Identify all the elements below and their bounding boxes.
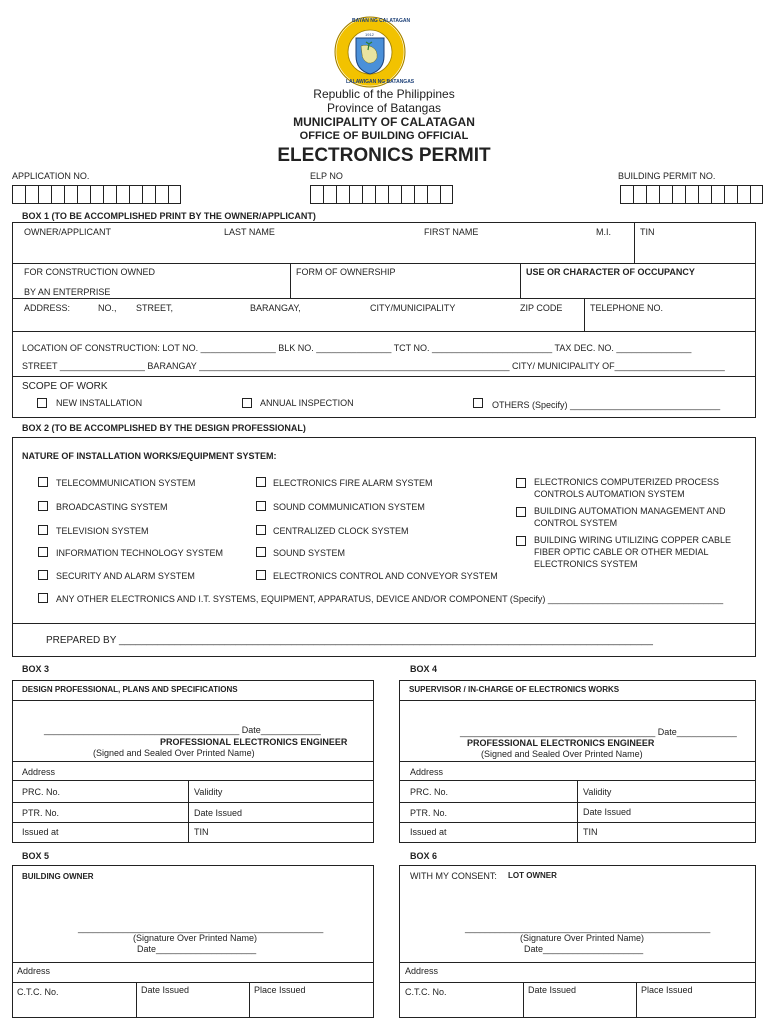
others-label: OTHERS (Specify) ______________________________: [492, 400, 721, 410]
centralized-clock-checkbox[interactable]: [256, 525, 266, 535]
television-checkbox[interactable]: [38, 525, 48, 535]
box3-ptr-label: PTR. No.: [22, 808, 60, 818]
prepared-by-line: PREPARED BY ________________________________________________________________________________________________: [46, 635, 653, 646]
municipal-seal: [328, 16, 415, 88]
seal-bottom-text: LALAWIGAN NG BATANGAS: [346, 79, 415, 85]
building-wiring-label-2: FIBER OPTIC CABLE OR OTHER MEDIAL: [534, 547, 709, 557]
first-name-label: FIRST NAME: [424, 227, 479, 237]
box5-label: BOX 5: [22, 851, 50, 861]
box6-label: BOX 6: [410, 851, 438, 861]
box3-date-issued-label: Date Issued: [194, 808, 243, 818]
box6-title: LOT OWNER: [508, 871, 557, 880]
computerized-process-label-2: CONTROLS AUTOMATION SYSTEM: [534, 489, 685, 499]
centralized-clock-label: CENTRALIZED CLOCK SYSTEM: [273, 526, 409, 536]
control-conveyor-label: ELECTRONICS CONTROL AND CONVEYOR SYSTEM: [273, 571, 498, 581]
box6-place-issued-label: Place Issued: [641, 985, 693, 995]
building-automation-checkbox[interactable]: [516, 507, 526, 517]
box4-prc-label: PRC. No.: [410, 787, 449, 797]
for-construction-label: FOR CONSTRUCTION OWNED: [24, 267, 155, 277]
box3-signed-label: (Signed and Sealed Over Printed Name): [93, 748, 255, 758]
information-technology-label: INFORMATION TECHNOLOGY SYSTEM: [56, 548, 224, 558]
box3-prc-label: PRC. No.: [22, 787, 61, 797]
box4-tin-label: TIN: [583, 827, 598, 837]
box6-signature-label: (Signature Over Printed Name): [520, 933, 645, 943]
box3-signature-line: _______________________________________ Date____________: [44, 725, 321, 735]
elp-no-field[interactable]: [310, 185, 453, 204]
computerized-process-label-1: ELECTRONICS COMPUTERIZED PROCESS: [534, 477, 720, 487]
mi-label: M.I.: [596, 227, 611, 237]
address-zip-label: ZIP CODE: [520, 303, 563, 313]
box4-signed-label: (Signed and Sealed Over Printed Name): [481, 749, 643, 759]
application-no-label: APPLICATION NO.: [12, 171, 90, 181]
box5-title: BUILDING OWNER: [22, 872, 94, 881]
header-line-province: Province of Batangas: [326, 101, 442, 115]
nature-label: NATURE OF INSTALLATION WORKS/EQUIPMENT SYSTEM:: [22, 451, 277, 461]
any-other-label: ANY OTHER ELECTRONICS AND I.T. SYSTEMS, EQUIPMENT, APPARATUS, DEVICE AND/OR COMPONENT (Specify) ___________________________________: [56, 594, 724, 604]
location-line: LOCATION OF CONSTRUCTION: LOT NO. _______________ BLK NO. _______________ TCT NO. ________________________ TAX DEC. NO. _______________: [22, 343, 692, 353]
box3-validity-label: Validity: [194, 787, 223, 797]
security-alarm-checkbox[interactable]: [38, 570, 48, 580]
any-other-checkbox[interactable]: [38, 593, 48, 603]
box3-tin-label: TIN: [194, 827, 209, 837]
fire-alarm-checkbox[interactable]: [256, 477, 266, 487]
box6-consent-label: WITH MY CONSENT:: [410, 871, 497, 881]
building-wiring-label-3: ELECTRONICS SYSTEM: [534, 559, 638, 569]
box3-issued-at-label: Issued at: [22, 827, 59, 837]
control-conveyor-checkbox[interactable]: [256, 570, 266, 580]
page-title: ELECTRONICS PERMIT: [277, 145, 491, 166]
address-city-label: CITY/MUNICIPALITY: [370, 303, 456, 313]
box5-date-label: Date____________________: [137, 944, 257, 954]
address-barangay-label: BARANGAY,: [250, 303, 301, 313]
box5-signature-line: _________________________________________________: [78, 923, 324, 933]
new-installation-checkbox[interactable]: [37, 398, 47, 408]
fire-alarm-label: ELECTRONICS FIRE ALARM SYSTEM: [273, 478, 433, 488]
broadcasting-label: BROADCASTING SYSTEM: [56, 502, 168, 512]
sound-system-checkbox[interactable]: [256, 547, 266, 557]
building-wiring-label-1: BUILDING WIRING UTILIZING COPPER CABLE: [534, 535, 732, 545]
box4-label: BOX 4: [410, 664, 438, 674]
building-automation-label-1: BUILDING AUTOMATION MANAGEMENT AND: [534, 506, 726, 516]
header-line-republic: Republic of the Philippines: [313, 87, 455, 101]
box5-ctc-label: C.T.C. No.: [17, 987, 59, 997]
telecommunication-checkbox[interactable]: [38, 477, 48, 487]
last-name-label: LAST NAME: [224, 227, 275, 237]
box3-title: DESIGN PROFESSIONAL, PLANS AND SPECIFICATIONS: [22, 685, 238, 694]
form-of-ownership-label: FORM OF OWNERSHIP: [296, 267, 396, 277]
street-line: STREET _________________ BARANGAY ______________________________________________________________ CITY/ MUNICIPALITY OF______________________: [22, 361, 725, 371]
box6-signature-line: _________________________________________________: [465, 923, 711, 933]
box3-engineer-label: PROFESSIONAL ELECTRONICS ENGINEER: [160, 737, 348, 747]
box2-title: BOX 2 (TO BE ACCOMPLISHED BY THE DESIGN PROFESSIONAL): [22, 423, 306, 433]
box6-ctc-label: C.T.C. No.: [405, 987, 447, 997]
box4-signature-line: _______________________________________ Date____________: [460, 727, 737, 737]
telephone-label: TELEPHONE NO.: [590, 303, 664, 313]
box6-address-label: Address: [405, 966, 439, 976]
address-street-label: STREET,: [136, 303, 174, 313]
others-checkbox[interactable]: [473, 398, 483, 408]
information-technology-checkbox[interactable]: [38, 547, 48, 557]
application-no-field[interactable]: [12, 185, 181, 204]
address-no-label: NO.,: [98, 303, 117, 313]
use-or-character-label: USE OR CHARACTER OF OCCUPANCY: [526, 267, 695, 277]
scope-of-work-label: SCOPE OF WORK: [22, 381, 108, 392]
by-enterprise-label: BY AN ENTERPRISE: [24, 287, 111, 297]
box4-engineer-label: PROFESSIONAL ELECTRONICS ENGINEER: [467, 738, 655, 748]
elp-no-label: ELP NO: [310, 171, 343, 181]
security-alarm-label: SECURITY AND ALARM SYSTEM: [56, 571, 195, 581]
box5-signature-label: (Signature Over Printed Name): [133, 933, 258, 943]
sound-communication-label: SOUND COMMUNICATION SYSTEM: [273, 502, 425, 512]
seal-year: 1912: [365, 32, 374, 37]
sound-system-label: SOUND SYSTEM: [273, 548, 346, 558]
box1-title: BOX 1 (TO BE ACCOMPLISHED PRINT BY THE OWNER/APPLICANT): [22, 211, 316, 221]
box6-date-issued-label: Date Issued: [528, 985, 577, 995]
annual-inspection-checkbox[interactable]: [242, 398, 252, 408]
box1: [12, 222, 756, 418]
box4-ptr-label: PTR. No.: [410, 808, 448, 818]
tin-label: TIN: [640, 227, 655, 237]
header-line-municipality: MUNICIPALITY OF CALATAGAN: [293, 115, 475, 129]
box4-validity-label: Validity: [583, 787, 612, 797]
box5-place-issued-label: Place Issued: [254, 985, 306, 995]
building-permit-no-field[interactable]: [620, 185, 763, 204]
television-label: TELEVISION SYSTEM: [56, 526, 149, 536]
seal-top-text: BAYAN NG CALATAGAN: [352, 18, 411, 24]
box4-title: SUPERVISOR / IN-CHARGE OF ELECTRONICS WORKS: [409, 685, 620, 694]
building-automation-label-2: CONTROL SYSTEM: [534, 518, 618, 528]
computerized-process-checkbox[interactable]: [516, 478, 526, 488]
annual-inspection-label: ANNUAL INSPECTION: [260, 398, 354, 408]
new-installation-label: NEW INSTALLATION: [56, 398, 143, 408]
sound-communication-checkbox[interactable]: [256, 501, 266, 511]
broadcasting-checkbox[interactable]: [38, 501, 48, 511]
box5-address-label: Address: [17, 966, 51, 976]
box6-date-label: Date____________________: [524, 944, 644, 954]
building-permit-no-label: BUILDING PERMIT NO.: [618, 171, 716, 181]
address-label: ADDRESS:: [24, 303, 71, 313]
box3-address-label: Address: [22, 767, 56, 777]
box4-address-label: Address: [410, 767, 444, 777]
box3-label: BOX 3: [22, 664, 50, 674]
owner-applicant-label: OWNER/APPLICANT: [24, 227, 112, 237]
box5-date-issued-label: Date Issued: [141, 985, 190, 995]
telecommunication-label: TELECOMMUNICATION SYSTEM: [56, 478, 196, 488]
box4-issued-at-label: Issued at: [410, 827, 447, 837]
box4-date-issued-label: Date Issued: [583, 807, 632, 817]
header-line-office: OFFICE OF BUILDING OFFICIAL: [299, 130, 469, 142]
building-wiring-checkbox[interactable]: [516, 536, 526, 546]
